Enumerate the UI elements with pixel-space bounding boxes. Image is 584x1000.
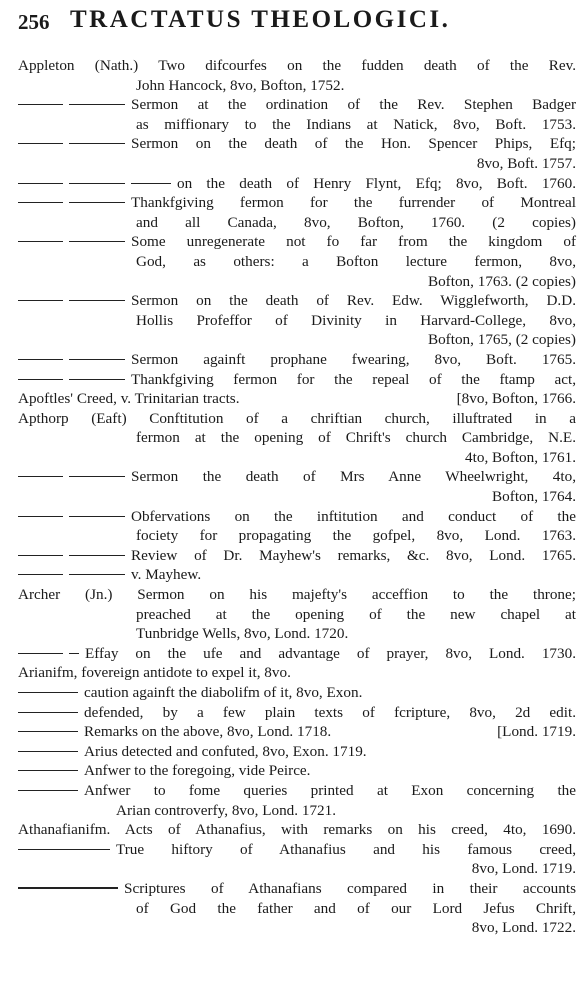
entry-line: Arian controverfy, 8vo, Lond. 1721. <box>116 801 337 819</box>
ditto-rule <box>69 183 125 184</box>
entry-line: Effay on the ufe and advantage of prayer, 8vo, Lond. 1730. <box>85 644 576 662</box>
catalogue-entry <box>18 232 576 291</box>
catalogue-entry <box>18 193 576 232</box>
ditto-rule <box>18 241 63 242</box>
entry-line: Appleton (Nath.) Two difcourfes on the fudden death of the Rev. <box>18 57 576 74</box>
entry-line: 8vo, Lond. 1722. <box>471 919 576 937</box>
entry-line-wrap <box>18 703 576 723</box>
entry-line-wrap <box>18 291 576 311</box>
ditto-rule <box>18 300 63 301</box>
ditto-rule <box>69 379 125 380</box>
entry-line: fociety for propagating the gofpel, 8vo, Lond. 1763. <box>136 527 576 545</box>
catalogue-entry <box>18 134 576 173</box>
entry-line-wrap <box>18 546 576 566</box>
entry-line: Arianifm, fovereign antidote to expel it, 8vo. <box>18 664 291 682</box>
entry-line: Sermon at the ordination of the Rev. Stephen Badger <box>131 96 576 114</box>
entry-line: Archer (Jn.) Sermon on his majefty's acceffion to the throne; <box>18 586 576 604</box>
page-number: 256 <box>18 10 50 34</box>
entry-line: Bofton, 1764. <box>492 488 576 506</box>
entry-line-wrap <box>18 840 576 860</box>
entry-line: John Hancock, 8vo, Bofton, 1752. <box>136 76 345 94</box>
ditto-rule <box>18 731 78 732</box>
entry-line-wrap <box>18 683 576 703</box>
entry-line-wrap <box>18 370 576 390</box>
ditto-rule <box>18 104 63 105</box>
entry-line: Sermon on the death of Rev. Edw. Wigglefworth, D.D. <box>131 292 576 310</box>
entry-line: fermon at the opening of Chrift's church Cambridge, N.E. <box>136 429 576 447</box>
ditto-rule <box>69 516 125 517</box>
ditto-rule <box>18 183 63 184</box>
entry-line: [Lond. 1719. <box>497 723 576 741</box>
entry-line: Athanafianifm. Acts of Athanafius, with remarks on his creed, 4to, 1690. <box>18 821 576 839</box>
entry-line: Thankfgiving fermon for the furrender of Montreal <box>131 194 576 212</box>
entry-line: Anfwer to the foregoing, vide Peirce. <box>84 762 311 780</box>
entry-line-wrap <box>18 174 576 194</box>
entry-line-wrap <box>18 761 576 781</box>
entry-line-wrap <box>18 742 576 762</box>
ditto-rule <box>18 359 63 360</box>
ditto-rule <box>69 202 125 203</box>
ditto-rule <box>69 555 125 556</box>
entry-line: Thankfgiving fermon for the repeal of the ftamp act, <box>131 370 576 388</box>
entry-line-wrap <box>18 722 576 742</box>
ditto-rule <box>18 379 63 380</box>
ditto-rule <box>18 712 78 713</box>
ditto-rule <box>18 692 78 693</box>
entry-line-wrap <box>18 232 576 252</box>
ditto-rule <box>69 653 79 654</box>
entry-line: Bofton, 1763. (2 copies) <box>427 272 576 290</box>
catalogue-entry <box>18 409 576 468</box>
entry-line-wrap <box>18 193 576 213</box>
catalogue-entry <box>18 879 576 938</box>
catalogue-entry <box>18 507 576 546</box>
entry-line: Anfwer to fome queries printed at Exon concerning the <box>84 781 576 799</box>
entry-line: 8vo, Lond. 1719. <box>471 860 576 878</box>
entry-line: Hollis Profeffor of Divinity in Harvard-College, 8vo, <box>136 311 576 329</box>
entry-line-wrap <box>18 879 576 899</box>
ditto-rule <box>18 143 63 144</box>
entry-line-wrap <box>18 350 576 370</box>
entry-line: preached at the opening of the new chapel at <box>136 605 576 623</box>
catalogue-entry <box>18 174 576 194</box>
entry-line-wrap <box>18 781 576 801</box>
catalogue-entry <box>18 467 576 506</box>
entry-line: God, as others: a Bofton lecture fermon, 8vo, <box>136 252 576 270</box>
entry-line: v. Mayhew. <box>131 566 202 584</box>
entry-line: Tunbridge Wells, 8vo, Lond. 1720. <box>136 625 349 643</box>
entry-line: Sermon againft prophane fwearing, 8vo, Boft. 1765. <box>131 350 576 368</box>
catalogue-entry <box>18 350 576 370</box>
ditto-rule <box>18 653 63 654</box>
catalogue-entry <box>18 840 576 879</box>
ditto-rule <box>18 790 78 791</box>
entry-line: and all Canada, 8vo, Bofton, 1760. (2 copies) <box>136 213 576 231</box>
ditto-rule <box>18 849 110 850</box>
ditto-rule <box>18 887 118 889</box>
entry-line: 8vo, Boft. 1757. <box>476 154 576 172</box>
ditto-rule <box>69 476 125 477</box>
entry-line: caution againft the diabolifm of it, 8vo, Exon. <box>84 684 363 701</box>
catalogue-entry <box>18 683 576 703</box>
ditto-rule <box>69 300 125 301</box>
catalogue-entry <box>18 703 576 723</box>
ditto-rule <box>69 241 125 242</box>
catalogue-entry <box>18 546 576 566</box>
entry-line: [8vo, Bofton, 1766. <box>456 390 576 408</box>
catalogue-entry <box>18 95 576 134</box>
catalogue-entry <box>18 585 576 644</box>
page-header <box>18 4 578 46</box>
entry-line: Remarks on the above, 8vo, Lond. 1718. <box>84 723 332 741</box>
entry-line: Obfervations on the inftitution and conduct of the <box>131 507 576 525</box>
entry-line: as miffionary to the Indians at Natick, 8vo, Boft. 1753. <box>136 115 576 133</box>
ditto-rule <box>69 104 125 105</box>
entry-line-wrap <box>18 644 576 664</box>
entry-line-wrap <box>18 565 576 585</box>
entry-line-wrap <box>18 134 576 154</box>
entry-line: Apthorp (Eaft) Conftitution of a chriftian church, illuftrated in a <box>18 409 576 427</box>
ditto-rule <box>18 751 78 752</box>
catalogue-entry <box>18 565 576 585</box>
ditto-rule <box>69 574 125 575</box>
entry-line: Review of Dr. Mayhew's remarks, &c. 8vo, Lond. 1765. <box>131 546 576 564</box>
entry-line: defended, by a few plain texts of fcripture, 8vo, 2d edit. <box>84 703 576 721</box>
catalogue-entry <box>18 761 576 781</box>
entry-line: Scriptures of Athanafians compared in their accounts <box>124 879 576 897</box>
ditto-rule <box>18 574 63 575</box>
ditto-rule <box>69 143 125 144</box>
catalogue-entry <box>18 781 576 820</box>
entry-line: of God the father and of our Lord Jefus Chrift, <box>136 899 576 917</box>
entry-line: Sermon the death of Mrs Anne Wheelwright, 4to, <box>131 468 576 486</box>
ditto-rule <box>18 555 63 556</box>
catalogue-entry <box>18 291 576 350</box>
entry-line-wrap <box>18 95 576 115</box>
catalogue-entries <box>18 56 576 938</box>
ditto-rule <box>18 476 63 477</box>
ditto-rule <box>18 202 63 203</box>
entry-line: Some unregenerate not fo far from the kingdom of <box>131 233 576 251</box>
running-title: TRACTATUS THEOLOGICI. <box>70 6 451 33</box>
catalogue-entry <box>18 56 576 95</box>
entry-line: Apoftles' Creed, v. Trinitarian tracts. <box>18 390 240 408</box>
ditto-rule <box>131 183 171 184</box>
entry-line-wrap <box>18 507 576 527</box>
catalogue-entry <box>18 820 576 840</box>
catalogue-entry <box>18 742 576 762</box>
catalogue-entry <box>18 389 576 409</box>
catalogue-entry <box>18 663 576 683</box>
entry-line: on the death of Henry Flynt, Efq; 8vo, Boft. 1760. <box>177 174 576 192</box>
entry-line: Bofton, 1765, (2 copies) <box>427 331 576 349</box>
entry-line-wrap <box>18 467 576 487</box>
ditto-rule <box>69 359 125 360</box>
catalogue-entry <box>18 644 576 664</box>
catalogue-entry <box>18 722 576 742</box>
entry-line: 4to, Bofton, 1761. <box>465 448 576 466</box>
ditto-rule <box>18 770 78 771</box>
entry-line: Sermon on the death of the Hon. Spencer Phips, Efq; <box>131 135 576 153</box>
entry-line: Arius detected and confuted, 8vo, Exon. 1719. <box>84 742 367 760</box>
entry-line: True hiftory of Athanafius and his famous creed, <box>116 840 576 858</box>
ditto-rule <box>18 516 63 517</box>
